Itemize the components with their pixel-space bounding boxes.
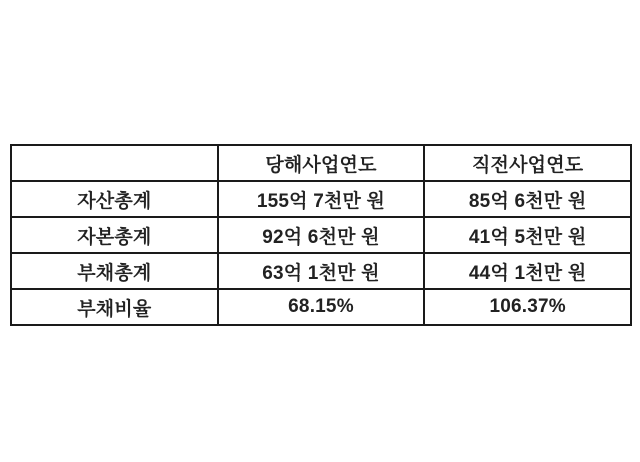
row-current-value: 63억 1천만 원 bbox=[218, 253, 425, 289]
row-previous-value: 41억 5천만 원 bbox=[424, 217, 631, 253]
table-row-total-equity bbox=[11, 217, 631, 253]
row-previous-value: 106.37% bbox=[424, 289, 631, 325]
row-current-value: 155억 7천만 원 bbox=[218, 181, 425, 217]
row-current-value: 92억 6천만 원 bbox=[218, 217, 425, 253]
row-label: 자산총계 bbox=[11, 181, 218, 217]
table-row-total-liabilities bbox=[11, 253, 631, 289]
financial-summary-table bbox=[10, 144, 632, 326]
header-previous-year: 직전사업연도 bbox=[424, 145, 631, 181]
row-current-value: 68.15% bbox=[218, 289, 425, 325]
row-label: 부채비율 bbox=[11, 289, 218, 325]
header-current-year: 당해사업연도 bbox=[218, 145, 425, 181]
row-previous-value: 85억 6천만 원 bbox=[424, 181, 631, 217]
table-row-debt-ratio bbox=[11, 289, 631, 325]
table-row-total-assets bbox=[11, 181, 631, 217]
row-label: 자본총계 bbox=[11, 217, 218, 253]
header-empty-cell bbox=[11, 145, 218, 181]
table-header-row bbox=[11, 145, 631, 181]
row-previous-value: 44억 1천만 원 bbox=[424, 253, 631, 289]
row-label: 부채총계 bbox=[11, 253, 218, 289]
